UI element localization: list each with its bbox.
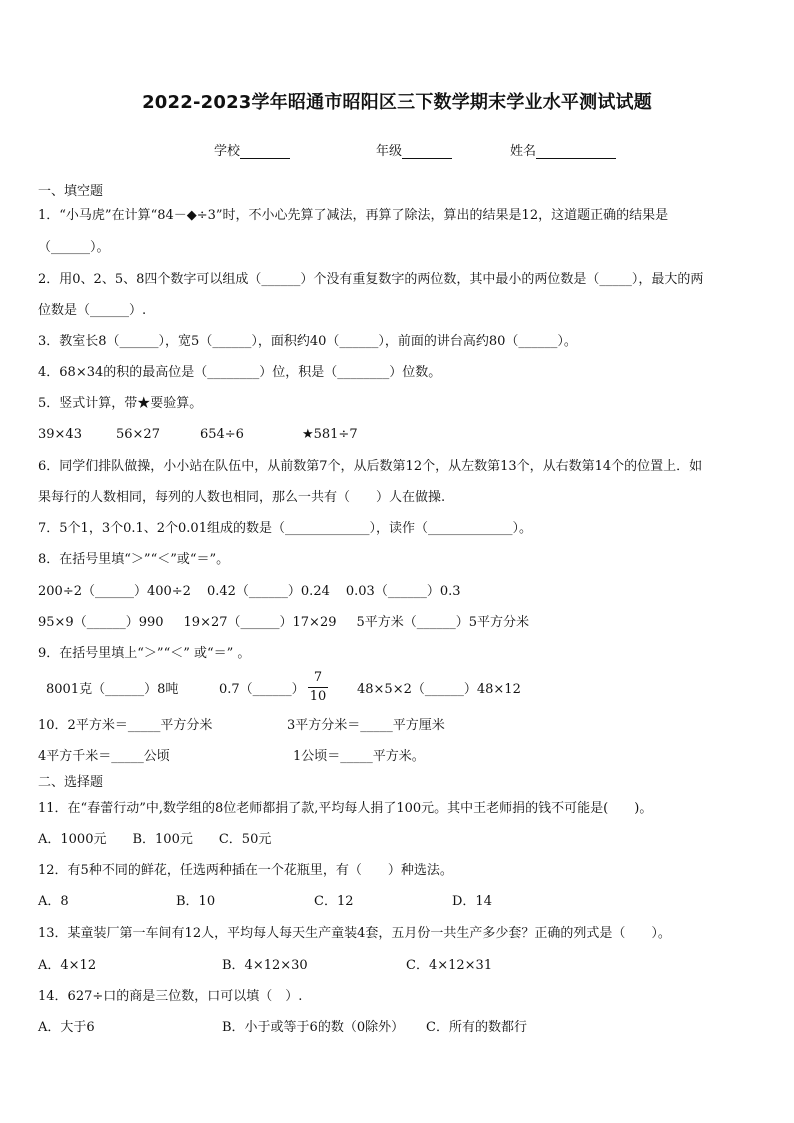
fraction-seven-tenths	[308, 670, 328, 705]
question-12: 12．有5种不同的鲜花，任选两种插在一个花瓶里，有（ ）种选法。	[38, 863, 453, 878]
question-9-item-2: 0.7（______）	[219, 682, 305, 697]
option-c[interactable]: C．所有的数都行	[426, 1020, 527, 1035]
option-c[interactable]: C．12	[314, 894, 354, 909]
option-b[interactable]: B．10	[176, 894, 216, 909]
grade-field[interactable]	[376, 140, 452, 159]
question-13: 13．某童装厂第一车间有12人，平均每人每天生产童装4套，五月份一共生产多少套？正确的列式是（ ）。	[38, 926, 671, 941]
calc-item: 39×43	[38, 427, 82, 442]
compare-item: 5平方米（______）5平方分米	[356, 615, 530, 630]
question-8-row-1	[38, 584, 461, 600]
question-11-options	[38, 832, 271, 848]
option-b[interactable]: B．100元	[132, 832, 193, 847]
question-3: 3．教室长8（______），宽5（______），面积约40（______），前面的讲台高约80（______）。	[38, 334, 577, 349]
school-blank[interactable]	[240, 144, 290, 159]
school-field[interactable]	[214, 140, 290, 159]
option-a[interactable]: A．4×12	[38, 958, 97, 973]
question-1-line-1: 1．“小马虎”在计算“84－◆÷3”时，不小心先算了减法，再算了除法，算出的结果是12，这道题正确的结果是	[38, 208, 669, 223]
fraction-bar	[308, 687, 328, 688]
option-b[interactable]: B．小于或等于6的数（0除外）	[222, 1020, 405, 1035]
question-9: 9．在括号里填上“＞”“＜” 或“＝” 。	[38, 646, 251, 661]
section-fill-title: 一、填空题	[38, 184, 104, 199]
compare-item: 0.03（______）0.3	[345, 584, 461, 599]
option-a[interactable]: A．8	[38, 894, 69, 909]
question-7: 7．5个1，3个0.1、2个0.01组成的数是（_____________），读作（_____________）。	[38, 521, 532, 536]
grade-blank[interactable]	[402, 144, 452, 159]
question-11: 11．在“春蕾行动”中,数学组的8位老师都捐了款,平均每人捐了100元。其中王老师捐的钱不可能是( )。	[38, 801, 653, 816]
question-6-line-2: 果每行的人数相同，每列的人数也相同，那么一共有（ ）人在做操.	[38, 490, 446, 505]
name-blank[interactable]	[536, 144, 616, 159]
fraction-denominator: 10	[309, 689, 327, 704]
option-c[interactable]: C．4×12×31	[406, 958, 493, 973]
calc-item: 56×27	[115, 427, 160, 442]
question-2-line-2: 位数是（______）.	[38, 303, 147, 318]
name-label: 姓名	[510, 144, 537, 159]
option-b[interactable]: B．4×12×30	[222, 958, 308, 973]
question-14: 14．627÷口的商是三位数，口可以填（ ）.	[38, 989, 303, 1004]
question-8-row-2	[38, 615, 529, 631]
question-9-item-1: 8001克（______）8吨	[46, 682, 179, 697]
question-10-row-2-left: 4平方千米＝_____公顷	[38, 749, 170, 764]
question-8: 8．在括号里填“＞”“＜”或“＝”。	[38, 552, 230, 567]
section-choice-title: 二、选择题	[38, 775, 104, 790]
question-5: 5．竖式计算，带★要验算。	[38, 396, 203, 411]
question-4: 4．68×34的积的最高位是（________）位，积是（________）位数。	[38, 365, 442, 380]
page-title: 2022-2023学年昭通市昭阳区三下数学期末学业水平测试试题	[142, 92, 652, 113]
question-1-line-2: （______）。	[38, 240, 110, 255]
school-label: 学校	[214, 144, 241, 159]
option-c[interactable]: C．50元	[218, 832, 272, 847]
question-2-line-1: 2．用0、2、5、8四个数字可以组成（______）个没有重复数字的两位数，其中最小的两位数是（_____），最大的两	[38, 272, 704, 287]
question-9-item-3: 48×5×2（______）48×12	[357, 682, 521, 697]
option-d[interactable]: D．14	[452, 894, 492, 909]
compare-item: 95×9（______）990	[38, 615, 164, 630]
option-a[interactable]: A．大于6	[38, 1020, 95, 1035]
calc-item: ★581÷7	[301, 427, 358, 442]
question-10-row-2-right: 1公顷＝_____平方米。	[293, 749, 425, 764]
option-a[interactable]: A．1000元	[38, 832, 107, 847]
fraction-numerator: 7	[313, 670, 323, 685]
question-5-items	[38, 427, 358, 443]
compare-item: 200÷2（______）400÷2	[38, 584, 191, 599]
question-10-row-1-right: 3平方分米＝_____平方厘米	[287, 718, 445, 733]
grade-label: 年级	[376, 144, 403, 159]
compare-item: 19×27（______）17×29	[183, 615, 337, 630]
question-6-line-1: 6．同学们排队做操，小小站在队伍中，从前数第7个，从后数第12个，从左数第13个，从右数第14个的位置上．如	[38, 459, 703, 474]
question-10-row-1-left: 10．2平方米＝_____平方分米	[38, 718, 213, 733]
compare-item: 0.42（______）0.24	[206, 584, 330, 599]
calc-item: 654÷6	[199, 427, 244, 442]
name-field[interactable]	[510, 140, 616, 159]
